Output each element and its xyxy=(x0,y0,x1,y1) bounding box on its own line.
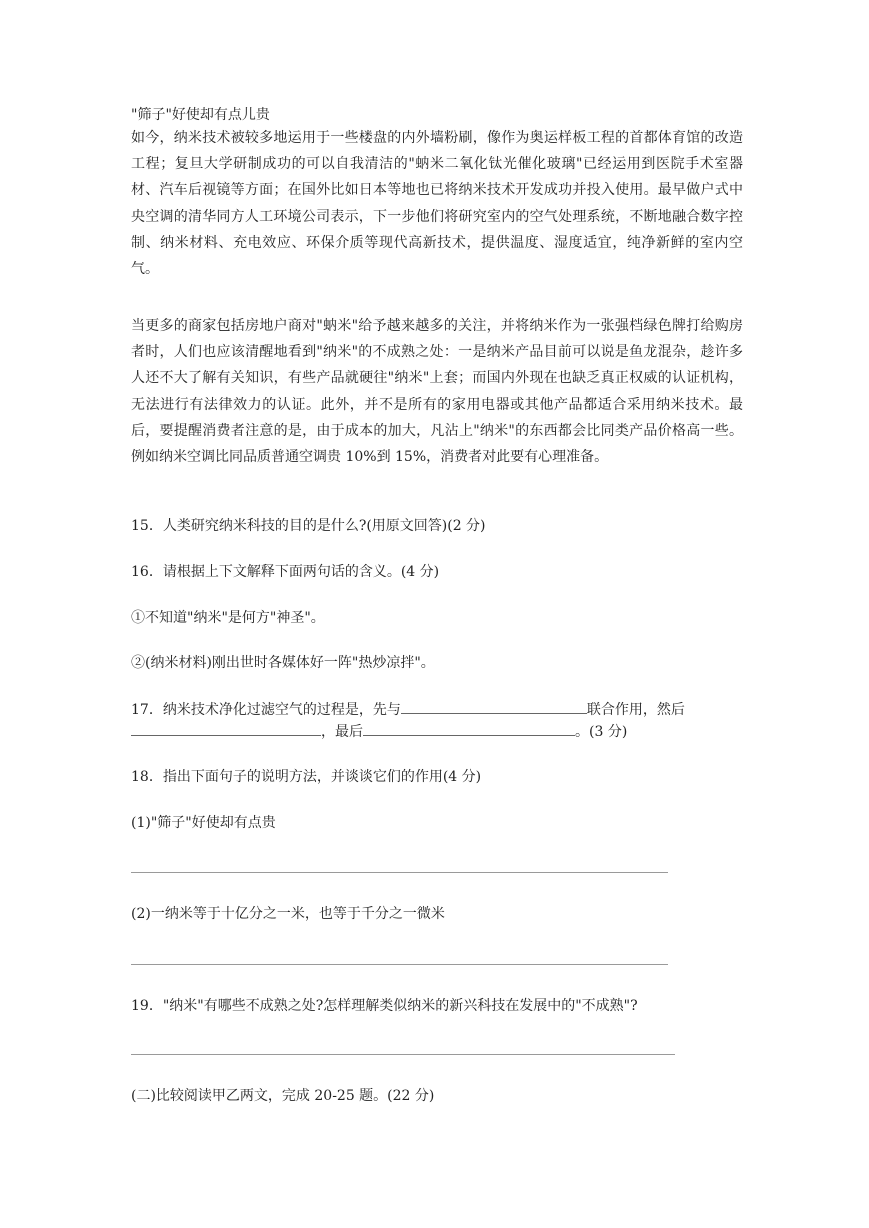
question-17-text-1: 17．纳米技术净化过滤空气的过程是，先与 xyxy=(131,702,401,718)
question-19: 19．"纳米"有哪些不成熟之处?怎样理解类似纳米的新兴科技在发展中的"不成熟"? xyxy=(131,998,638,1014)
answer-line-19[interactable] xyxy=(131,1054,675,1055)
paragraph-2: 当更多的商家包括房地户商对"蚋米"给予越来越多的关注，并将纳米作为一张强档绿色牌打给购房者时，人们也应该清醒地看到"纳米"的不成熟之处：一是纳米产品目前可以说是鱼龙混杂，趁许多人还不大了解有关知识，有些产品就硬往"纳米"上套；而国内外现在也缺乏真正权威的认证机构，无法进行有法律效力的认证。此外，并不是所有的家用电器或其他产品都适合采用纳米技术。最后，要提醒消费者注意的是，由于成本的加大，凡沾上"纳米"的东西都会比同类产品价格高一些。例如纳米空调比同品质普通空调贵 10%到 15%，消费者对此要有心理准备。 xyxy=(131,318,743,466)
question-17-text-2: 联合作用，然后 xyxy=(586,702,685,718)
question-16-item-2: ②(纳米材料)刚出世时各媒体好一阵"热炒凉拌"。 xyxy=(131,655,435,671)
question-18-item-1: (1)"筛子"好使却有点贵 xyxy=(131,815,276,831)
question-17-text-4: 。(3 分) xyxy=(575,724,628,740)
paragraph-1: 如今，纳米技术被较多地运用于一些楼盘的内外墙粉刷，像作为奥运样板工程的首都体育馆的改造工程；复旦大学研制成功的可以自我清洁的"蚋米二氧化钛光催化玻璃"已经运用到医院手术室器材、汽车后视镜等方面；在国外比如日本等地也已将纳米技术开发成功并投入使用。最早做户式中央空调的清华同方人工环境公司表示，下一步他们将研究室内的空气处理系统，不断地融合数字控制、纳米材料、充电效应、环保介质等现代高新技术，提供温度、湿度适宜，纯净新鲜的室内空气。 xyxy=(131,130,743,278)
question-17-text-3: ，最后 xyxy=(321,724,363,740)
next-section-heading: (二)比较阅读甲乙两文，完成 20-25 题。(22 分) xyxy=(131,1088,435,1104)
answer-line-18-1[interactable] xyxy=(131,872,668,873)
question-18: 18．指出下面句子的说明方法，并谈谈它们的作用(4 分) xyxy=(131,769,482,785)
question-17-blank-2[interactable] xyxy=(131,719,321,736)
question-17-line-2 xyxy=(131,719,627,744)
question-15: 15．人类研究纳米科技的目的是什么?(用原文回答)(2 分) xyxy=(131,518,486,534)
question-16-item-1: ①不知道"纳米"是何方"神圣"。 xyxy=(131,610,325,626)
question-16: 16．请根据上下文解释下面两句话的含义。(4 分) xyxy=(131,564,440,580)
answer-line-18-2[interactable] xyxy=(131,964,668,965)
question-18-item-2: (2)一纳米等于十亿分之一米，也等于千分之一微米 xyxy=(131,906,445,922)
section-title: "筛子"好使却有点儿贵 xyxy=(131,107,270,123)
question-17-blank-3[interactable] xyxy=(363,719,575,736)
question-17-blank-1[interactable] xyxy=(401,697,587,714)
